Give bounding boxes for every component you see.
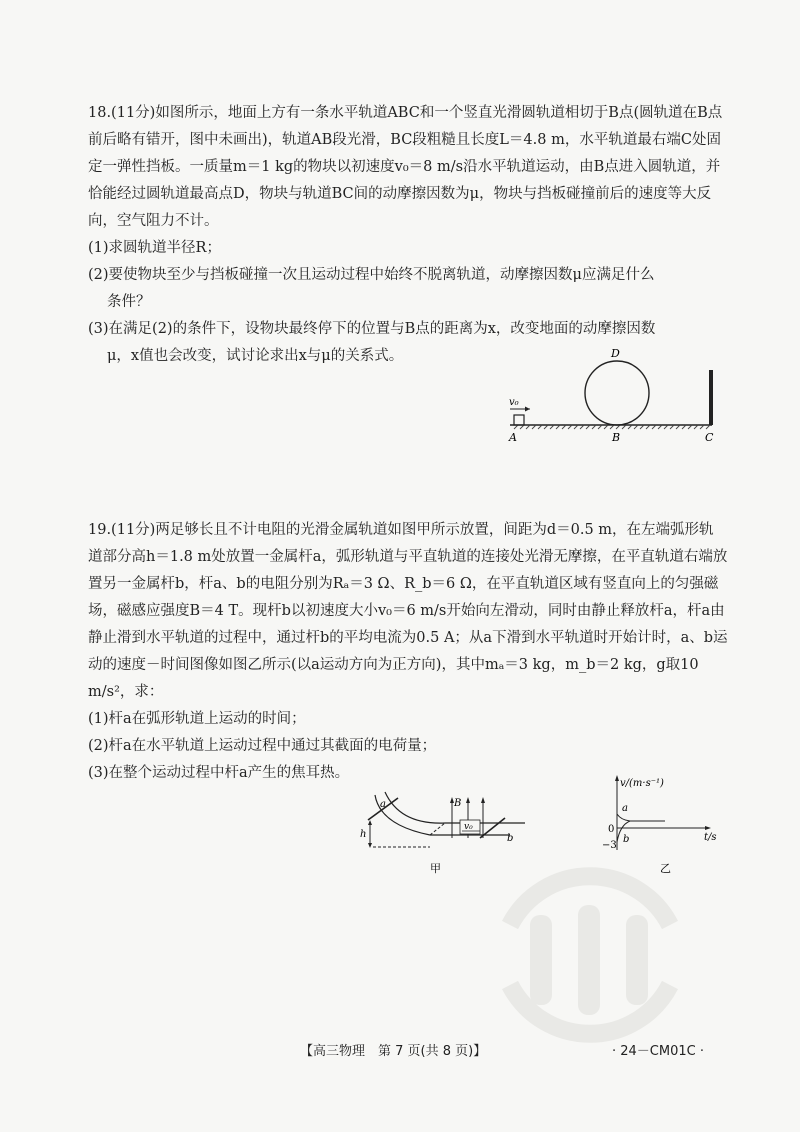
label-b: b bbox=[507, 833, 514, 844]
q18-item-3: (3)在满足(2)的条件下，设物块最终停下的位置与B点的距离为x，改变地面的动摩擦因数 bbox=[88, 321, 656, 337]
v0-arrowhead bbox=[525, 407, 530, 412]
label-B: B bbox=[454, 798, 462, 809]
arc-rail-lower bbox=[385, 792, 445, 823]
q19-item-3: (3)在整个运动过程中杆a产生的焦耳热。 bbox=[88, 765, 350, 781]
q18-item-3-cont: μ，x值也会改变，试讨论求出x与μ的关系式。 bbox=[107, 348, 404, 364]
q19-item-1: (1)杆a在弧形轨道上运动的时间； bbox=[88, 711, 306, 727]
loop-track bbox=[585, 361, 649, 425]
label-h: h bbox=[360, 829, 367, 840]
label-C: C bbox=[705, 431, 714, 444]
label-neg3: −3 bbox=[602, 840, 617, 851]
block bbox=[514, 415, 524, 425]
q18-item-2: (2)要使物块至少与挡板碰撞一次且运动过程中始终不脱离轨道，动摩擦因数μ应满足什么 bbox=[88, 267, 655, 283]
q18-item-2-cont: 条件？ bbox=[107, 294, 151, 310]
curve-a bbox=[617, 814, 665, 821]
y-arrowhead bbox=[615, 775, 619, 781]
label-v0: v₀ bbox=[509, 397, 519, 408]
question-18 bbox=[88, 100, 728, 370]
label-xlabel: t/s bbox=[704, 832, 717, 843]
caption-yi: 乙 bbox=[660, 862, 671, 875]
h-arrowhead-top bbox=[368, 820, 372, 825]
dashed-joint bbox=[430, 823, 445, 835]
h-arrowhead-bottom bbox=[368, 843, 372, 848]
x-arrowhead bbox=[705, 826, 711, 830]
q19-figure-jia bbox=[340, 790, 540, 885]
footer-code: · 24－CM01C · bbox=[612, 1044, 704, 1059]
label-a: a bbox=[380, 799, 386, 810]
footer-page-info: 【高三物理 第 7 页(共 8 页)】 bbox=[300, 1044, 487, 1059]
q19-figure-yi bbox=[590, 770, 730, 880]
label-D: D bbox=[611, 347, 620, 360]
q19-intro: 19.(11分)两足够长且不计电阻的光滑金属轨道如图甲所示放置，间距为d＝0.5 m，在左端弧形轨道部分高h＝1.8 m处放置一金属杆a，弧形轨道与平直轨道的连接处光滑无摩擦，在平直轨道右端放置另一金属杆b，杆a、b的电阻分别为Rₐ＝3 Ω、R_b＝6 Ω，在平直轨道区域有竖直向上的匀强磁场，磁感应强度B＝4 T。现杆b以初速度大小v₀＝6 m/s开始向左滑动，同时由静止释放杆a，杆a由静止滑到水平轨道的过程中，通过杆b的平均电流为0.5 A；从a下滑到水平轨道时开始计时，a、b运动的速度－时间图像如图乙所示(以a运动方向为正方向)，其中mₐ＝3 kg，m_b＝2 kg，g取10 m/s²，求： bbox=[88, 522, 728, 700]
label-a: a bbox=[622, 803, 628, 814]
label-B: B bbox=[612, 431, 621, 444]
question-19 bbox=[88, 517, 728, 787]
label-ylabel: v/(m·s⁻¹) bbox=[620, 778, 664, 789]
q19-item-2: (2)杆a在水平轨道上运动过程中通过其截面的电荷量； bbox=[88, 738, 437, 754]
q18-item-1: (1)求圆轨道半径R； bbox=[88, 240, 221, 256]
label-zero: 0 bbox=[608, 824, 615, 835]
label-b: b bbox=[623, 834, 630, 845]
caption-jia: 甲 bbox=[430, 862, 441, 875]
wall-plate bbox=[709, 370, 713, 425]
label-v0: v₀ bbox=[464, 822, 473, 832]
q18-intro: 18.(11分)如图所示，地面上方有一条水平轨道ABC和一个竖直光滑圆轨道相切于B点(圆轨道在B点前后略有错开，图中未画出)，轨道AB段光滑，BC段粗糙且长度L＝4.8 m，水平轨道最右端C处固定一弹性挡板。一质量m＝1 kg的物块以初速度v₀＝8 m/s沿水平轨道运动，由B点进入圆轨道，并恰能经过圆轨道最高点D，物块与轨道BC间的动摩擦因数为μ，物块与挡板碰撞前后的速度等大反向，空气阻力不计。 bbox=[88, 105, 723, 229]
label-A: A bbox=[509, 431, 517, 444]
q18-figure bbox=[500, 345, 730, 450]
